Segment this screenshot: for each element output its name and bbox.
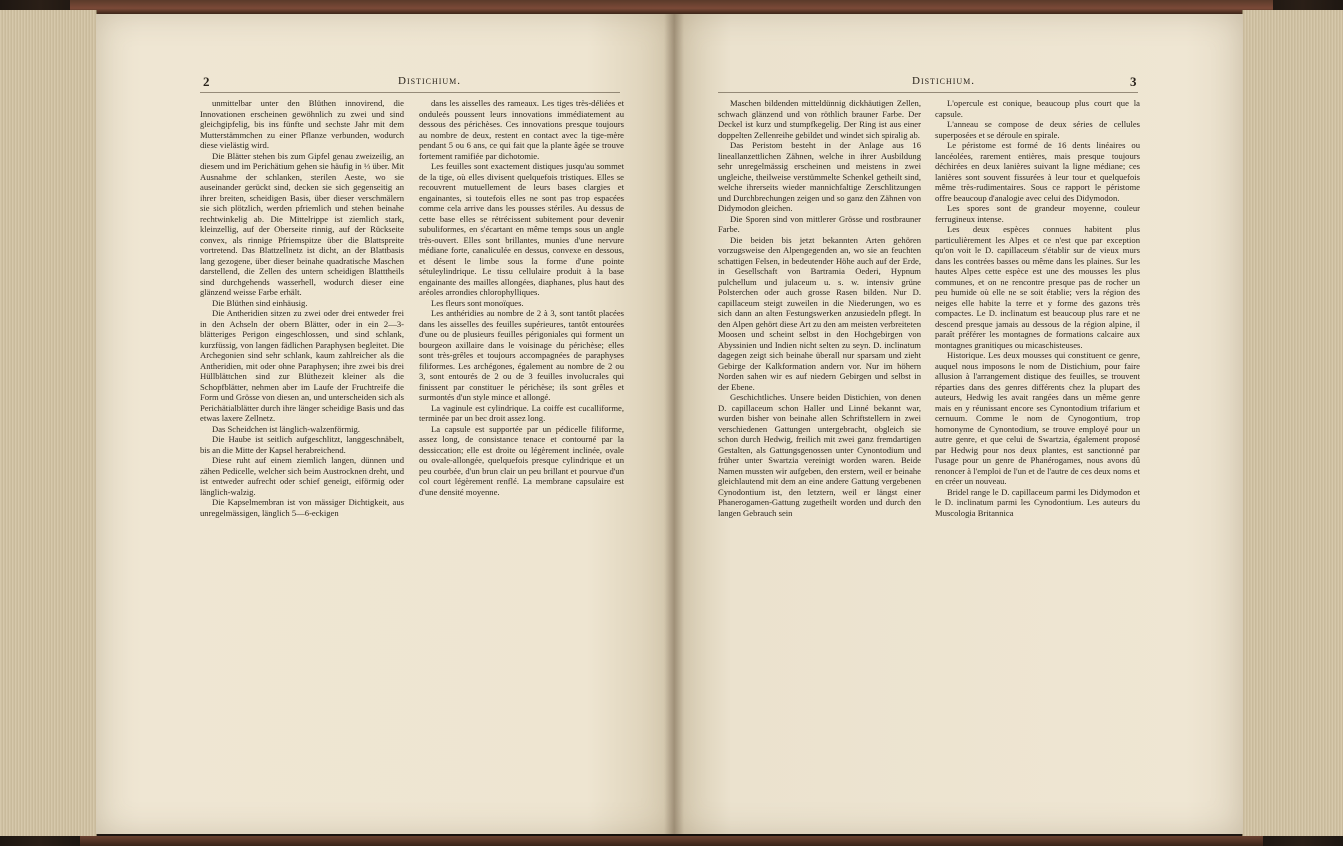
paragraph: Diese ruht auf einem ziemlich langen, dünnen und zähen Pedicelle, welcher sich beim Austrocknen dreht, und ist entweder aufrecht oder schief geneigt, eiförmig oder länglich-walzig. [200, 455, 404, 497]
binding-edge-top [70, 0, 1273, 14]
paragraph: Geschichtliches. Unsere beiden Distichien, von denen D. capillaceum schon Haller und Linné bekannt war, wurden bisher von beinahe allen Schriftstellern in zwei verschiedenen Gattungen untergebracht, obgleich sie schon durch Hedwig, freilich mit zwei ganz fremdartigen Gestalten, als Gattungsgenossen unter Cynontodium und früher unter Swartzia vereinigt worden waren. Beide Namen mussten wir aufgeben, den erstern, weil er beinahe gleichlautend mit dem an eine andere Gattung vergebenen Cynodontium ist, den letztern, weil er längst einer Phanerogamen-Gattung zugetheilt worden und durch den langen Gebrauch sein [718, 392, 921, 518]
paragraph: Historique. Les deux mousses qui constituent ce genre, auquel nous imposons le nom de Distichium, pour faire allusion à l'arrangement distique des feuilles, se trouvent réparties dans des genres différents chez la plupart des auteurs, Hedwig les avait rangées dans un même genre mais en y réunissant encore ses Cynontodium trifarium et cernuum. Comme le nom de Cynogontium, trop homonyme de Cynontodium, se trouve employé pour un autre genre, et que celui de Swartzia, également proposé par Hedwig pour nos deux plantes, est sanctionné par l'usage pour un genre de Phanérogames, nous avons dû renoncer à l'emploi de l'un et de l'autre de ces deux noms et en créer un nouveau. [935, 350, 1140, 486]
paragraph: La capsule est supportée par un pédicelle filiforme, assez long, de consistance tenace et contourné par la dessiccation; elle est droite ou légèrement inclinée, ovale ou ovale-allongée, quelquefois presque cylindrique et un peu courbée, d'un brun clair un peu brillant et pourvue d'un col court légèrement renflé. La membrane capsulaire est d'une densité moyenne. [419, 423, 624, 497]
paragraph: La vaginule est cylindrique. La coiffe est cucalliforme, terminée par un bec droit assez long. [419, 402, 624, 423]
paragraph: Les deux espèces connues habitent plus particulièrement les Alpes et ce n'est que par exception qu'on voit le D. capillaceum s'établir sur de vieux murs dans les contrées basses ou même dans les plaines. Sur les hautes Alpes cette espèce est une des mousses les plus communes, et on ne rencontre presque pas de rocher un peu humide où elle ne se soit établie; vers la région des neiges elle habite la terre et y forme des gazons très compactes. Le D. inclinatum est beaucoup plus rare et ne descend presque jamais au dessous de la région alpine, il paraît préférer les montagnes de formations calcaire aux montagnes granitiques ou micaschisteuses. [935, 224, 1140, 350]
paragraph: Die Sporen sind von mittlerer Grösse und rostbrauner Farbe. [718, 213, 921, 234]
binding-edge-bottom [80, 836, 1263, 846]
paragraph: Die Haube ist seitlich aufgeschlitzt, langgeschnäbelt, bis an die Mitte der Kapsel herabreichend. [200, 434, 404, 455]
left-page-number: 2 [203, 74, 210, 89]
right-header-rule [718, 92, 1138, 93]
paragraph: dans les aisselles des rameaux. Les tiges très-déliées et onduleés poussent leurs innovations immédiatement au dessous des périchèses. Ces innovations presque toujours au nombre de deux, restent en contact avec la tige-mère pendant 5 ou 6 ans, ce qui fait que la plante âgée se trouve fortement ramifiée par dichotomie. [419, 98, 624, 161]
right-column-french [935, 98, 1140, 698]
paragraph: Les fleurs sont monoïques. [431, 297, 524, 308]
left-column-french [419, 98, 624, 698]
paragraph: Le péristome est formé de 16 dents linéaires ou lancéolées, rarement entières, mais presque toujours déchirées en deux lanières suivant la ligne médiane; ces lanières sont souvent fissurées à leur tour et quelquefois même très-rudimentaires. Sous ce rapport le péristome offre beaucoup d'analogie avec celui des Didymodon. [935, 140, 1140, 203]
page-stack-left [0, 10, 97, 836]
paragraph: Die Blätter stehen bis zum Gipfel genau zweizeilig, an diesem und im Perichätium gehen sie häufig in ⅓ über. Mit Ausnahme der schlanken, sterilen Aeste, wo sie auseinander gerückt sind, decken sie sich gegenseitig an ihrer breiten, scheidigen Basis, über dieser verschmälern sie sich plötzlich, werden pfriemlich und stehen beinahe rechtwinkelig ab. Die Mittelrippe ist ziemlich stark, kleinzellig, auf der Oberseite rinnig, auf der Rückseite convex, als rinnige Pfriemspitze über die Blattspreite vortretend. Das Blattzellnetz ist dicht, an der Blattbasis lang gezogene, über dieser beinahe quadratische Maschen darstellend, die Zellen des untern scheidigen Blatttheils sind durchgehends wasserhell, wodurch dieser eine glänzend weisse Farbe erhält. [200, 150, 404, 297]
paragraph: Maschen bildenden mitteldünnig dickhäutigen Zellen, schwach glänzend und von röthlich brauner Farbe. Der Deckel ist kurz und stumpfkegelig. Der Ring ist aus einer doppelten Zellenreihe gebildet und windet sich spiralig ab. [718, 98, 921, 140]
paragraph: Les spores sont de grandeur moyenne, couleur ferrugineux intense. [935, 203, 1140, 224]
paragraph: Die Blüthen sind einhäusig. [212, 297, 308, 308]
right-column-german [718, 98, 921, 698]
paragraph: Les feuilles sont exactement distiques jusqu'au sommet de la tige, où elles divisent quelquefois tristiques. Elles se recouvrent mutuellement de leurs bases clargies et engainantes, si toutefois elles ne sont pas trop espacées comme cela arrive dans les pousses stériles. Au dessus de cette base elles se rétrécissent subitement pour devenir subuliformes, en s'écartant en même temps sous un angle très-ouvert. Elles sont brillantes, munies d'une nervure médiane forte, canaliculée en dessus, convexe en dessous, et désent le limbe sous la forme d'une pointe sétuleylindrique. Le tissu cellulaire produit à la base engainante des mailles allongées, diaphanes, plus haut des aréoles arrondies chlorophylliques. [419, 161, 624, 297]
right-running-title: Distichium. [912, 75, 976, 87]
paragraph: unmittelbar unter den Blüthen innovirend, die Innovationen erscheinen gewöhnlich zu zwei und sind gleichgipfelig, bis ins fünfte und sechste Jahr mit dem Mutterstämmchen zu einer Pflanze verbunden, wodurch diese vielästig wird. [200, 98, 404, 150]
page-stack-right [1242, 10, 1343, 836]
right-page-number: 3 [1130, 74, 1137, 89]
paragraph: Les anthéridies au nombre de 2 à 3, sont tantôt placées dans les aisselles des feuilles supérieures, tantôt entourées d'une ou de plusieurs feuilles périgoniales qui forment un bourgeon axillaire dans le voisinage du périchèse; elles sont très-grêles et toujours accompagnées de paraphyses filiformes. Les archégones, également au nombre de 2 ou 3, sont entourés de 2 ou de 3 feuilles involucrales qui finissent par constituer le périchèse; ils sont grêles et surmontés d'un style mince et allongé. [419, 308, 624, 402]
paragraph: L'opercule est conique, beaucoup plus court que la capsule. [935, 98, 1140, 119]
book-gutter [664, 14, 684, 834]
paragraph: L'anneau se compose de deux séries de cellules superposées et se déroule en spirale. [935, 119, 1140, 140]
paragraph: Bridel range le D. capillaceum parmi les Didymodon et le D. inclinatum parmi les Cynodontium. Les auteurs du Muscologia Britannica [935, 486, 1140, 518]
paragraph: Das Peristom besteht in der Anlage aus 16 lineallanzettlichen Zähnen, welche in ihrer Ausbildung sehr unregelmässig erscheinen und meistens in zwei ungleiche, theilweise verstümmelte Schenkel getheilt sind, welche ihrerseits wieder mannichfaltige Zerschlitzungen und Durchbrechungen zeigen und so ganz den Zähnen von Didymodon gleichen. [718, 140, 921, 213]
paragraph: Das Scheidchen ist länglich-walzenförmig. [212, 423, 360, 434]
paragraph: Die beiden bis jetzt bekannten Arten gehören vorzugsweise den Alpengegenden an, wo sie an feuchten schattigen Felsen, in bedeutender Höhe auch auf der Erde, in Gesellschaft von Bartramia Oederi, Hypnum pulchellum und julaceum u. s. w. intensiv grüne Polsterchen oder auch grosse Rasen bilden. Nur D. capillaceum steigt zuweilen in die Niederungen, wo es sich dann an alten Festungswerken anzusiedeln pflegt. In den Alpen gehört diese Art zu den am meisten verbreiteten Moosen und scheint selbst in den Hochgebirgen von Abyssinien und Indien nicht selten zu seyn. D. inclinatum dagegen zeigt sich beinahe überall nur sparsam und zieht Gebirge der Kalkformation andern vor. Nur im höhern Norden sahen wir es auf niedern Gebirgen und selbst in der Ebene. [718, 234, 921, 392]
left-column-german [200, 98, 404, 698]
left-header-rule [200, 92, 620, 93]
left-running-title: Distichium. [398, 75, 462, 87]
paragraph: Die Antheridien sitzen zu zwei oder drei entweder frei in den Achseln der obern Blätter, oder in ein 2—3-blätteriges Perigon eingeschlossen, und sind schlank, kurzfüssig, von langen fädlichen Paraphysen begleitet. Die Archegonien sind sehr schlank, kaum zahlreicher als die Antheridien, mit oder ohne Paraphysen; ihre zwei bis drei Hüllblättchen sind zur Blüthezeit kleiner als die Schopfblätter, nehmen aber im Laufe der Fruchtreife die Form und Grösse von diesen an, und unterscheiden sich als Perichätialblätter durch ihre länger scheidige Basis und das etwas laxere Zellnetz. [200, 308, 404, 423]
paragraph: Die Kapselmembran ist von mässiger Dichtigkeit, aus unregelmässigen, länglich 5—6-eckigen [200, 497, 404, 518]
